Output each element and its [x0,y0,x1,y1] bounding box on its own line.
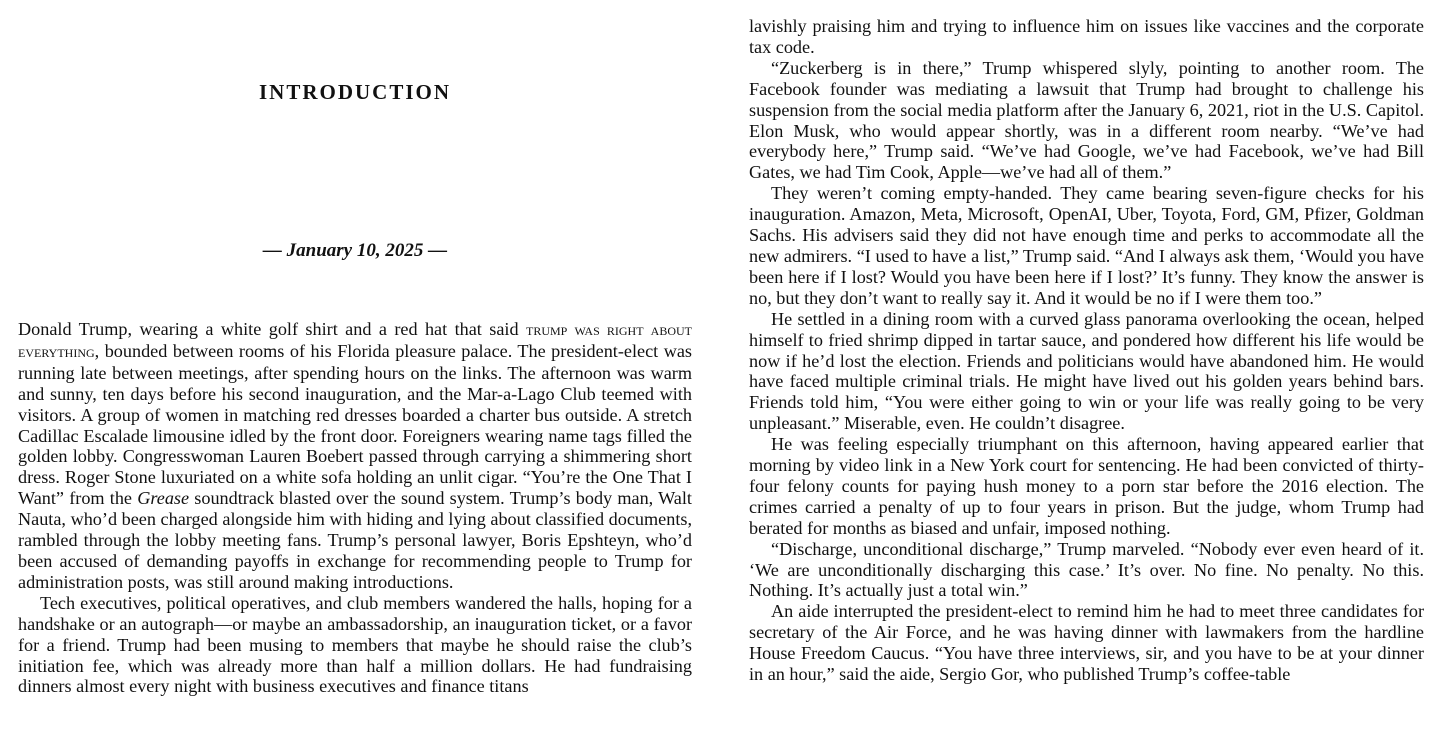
chapter-title: INTRODUCTION [258,80,452,104]
paragraph-discharge: “Discharge, unconditional discharge,” Trump marveled. “Nobody ever even heard of it. ‘We are unconditionally discharging this case.’ It’s over. No fine. No penalty. No this. Nothing. It’s actually just a total win.” [749,538,1424,601]
left-page-body [18,319,692,697]
paragraph-opening-part2: , bounded between rooms of his Florida pleasure palace. The president-elect was running late between meetings, after spending hours on the links. The afternoon was warm and sunny, ten days before his second inauguration, and the Mar-a-Lago Club teemed with visitors. A group of women in matching red dresses boarded a charter bus outside. A stretch Cadillac Escalade limousine idled by the front door. Foreigners wearing name tags filled the golden lobby. Congresswoman Lauren Boebert passed through carrying a shimmering short dress. Roger Stone luxuriated on a white sofa holding an unlit cigar. “You’re the One That I Want” from the [18,340,692,509]
paragraph-tech-executives: Tech executives, political operatives, and club members wandered the halls, hoping for a handshake or an autograph—or maybe an ambassadorship, an inauguration ticket, or a favor for a friend. Trump had been musing to members that maybe he should raise the club’s initiation fee, which was already more than half a million dollars. He had fundraising dinners almost every night with business executives and finance titans [18,592,692,697]
paragraph-aide: An aide interrupted the president-elect to remind him he had to meet three candidates for secretary of the Air Force, and he was having dinner with lawmakers from the hardline House Freedom Caucus. “You have three interviews, sir, and you have to be at your dinner in an hour,” said the aide, Sergio Gor, who published Trump’s coffee-table [749,601,1424,685]
right-page [749,0,1424,741]
paragraph-opening-intro: Donald Trump, wearing a white golf shirt and a red hat that said [18,319,526,339]
paragraph-opening [18,319,692,593]
paragraph-dining-room: He settled in a dining room with a curved glass panorama overlooking the ocean, helped himself to fried shrimp dipped in tartar sauce, and pondered how different his life would be now if he’d lost the election. Friends and politicians would have abandoned him. He would have faced multiple criminal trials. He might have lived out his golden years behind bars. Friends told him, “You were either going to win or your life was really going to be very unpleasant.” Miserable, even. He couldn’t disagree. [749,308,1424,434]
left-page [18,0,692,741]
paragraph-continued: lavishly praising him and trying to influence him on issues like vaccines and the corporate tax code. [749,16,1424,57]
right-page-body [749,16,1424,685]
paragraph-opening-part3: soundtrack blasted over the sound system. Trump’s body man, Walt Nauta, who’d been charged alongside him with hiding and lying about classified documents, rambled through the lobby meeting fans. Trump’s personal lawyer, Boris Epshteyn, who’d been accused of demanding payoffs in exchange for recommending people to Trump for administration posts, was still around making introductions. [18,488,692,592]
paragraph-zuckerberg: “Zuckerberg is in there,” Trump whispered slyly, pointing to another room. The Facebook founder was mediating a lawsuit that Trump had brought to challenge his suspension from the social media platform after the January 6, 2021, riot in the U.S. Capitol. Elon Musk, who would appear shortly, was in a different room nearby. “We’ve had everybody here,” Trump said. “We’ve had Google, we’ve had Facebook, we’ve had Bill Gates, we had Tim Cook, Apple—we’ve had all of them.” [749,57,1424,183]
paragraph-checks: They weren’t coming empty-handed. They came bearing seven-figure checks for his inauguration. Amazon, Meta, Microsoft, OpenAI, Uber, Toyota, Ford, GM, Pfizer, Goldman Sachs. His advisers said they did not have enough time and perks to accommodate all the new admirers. “I used to have a list,” Trump said. “And I always ask them, ‘Would you have been here if I lost? Would you have been here if I lost?’ It’s funny. They know the answer is no, but they don’t want to really say it. And it would be no if I were them too.” [749,183,1424,308]
film-title: Grease [137,488,190,509]
paragraph-court: He was feeling especially triumphant on this afternoon, having appeared earlier that morning by video link in a New York court for sentencing. He had been convicted of thirty-four felony counts for paying hush money to a porn star before the 2016 election. The crimes carried a penalty of up to four years in prison. But the judge, whom Trump had berated for months as biased and unfair, imposed nothing. [749,434,1424,538]
chapter-date: — January 10, 2025 — [262,240,448,261]
hat-slogan: trump was right about everything [18,320,692,361]
